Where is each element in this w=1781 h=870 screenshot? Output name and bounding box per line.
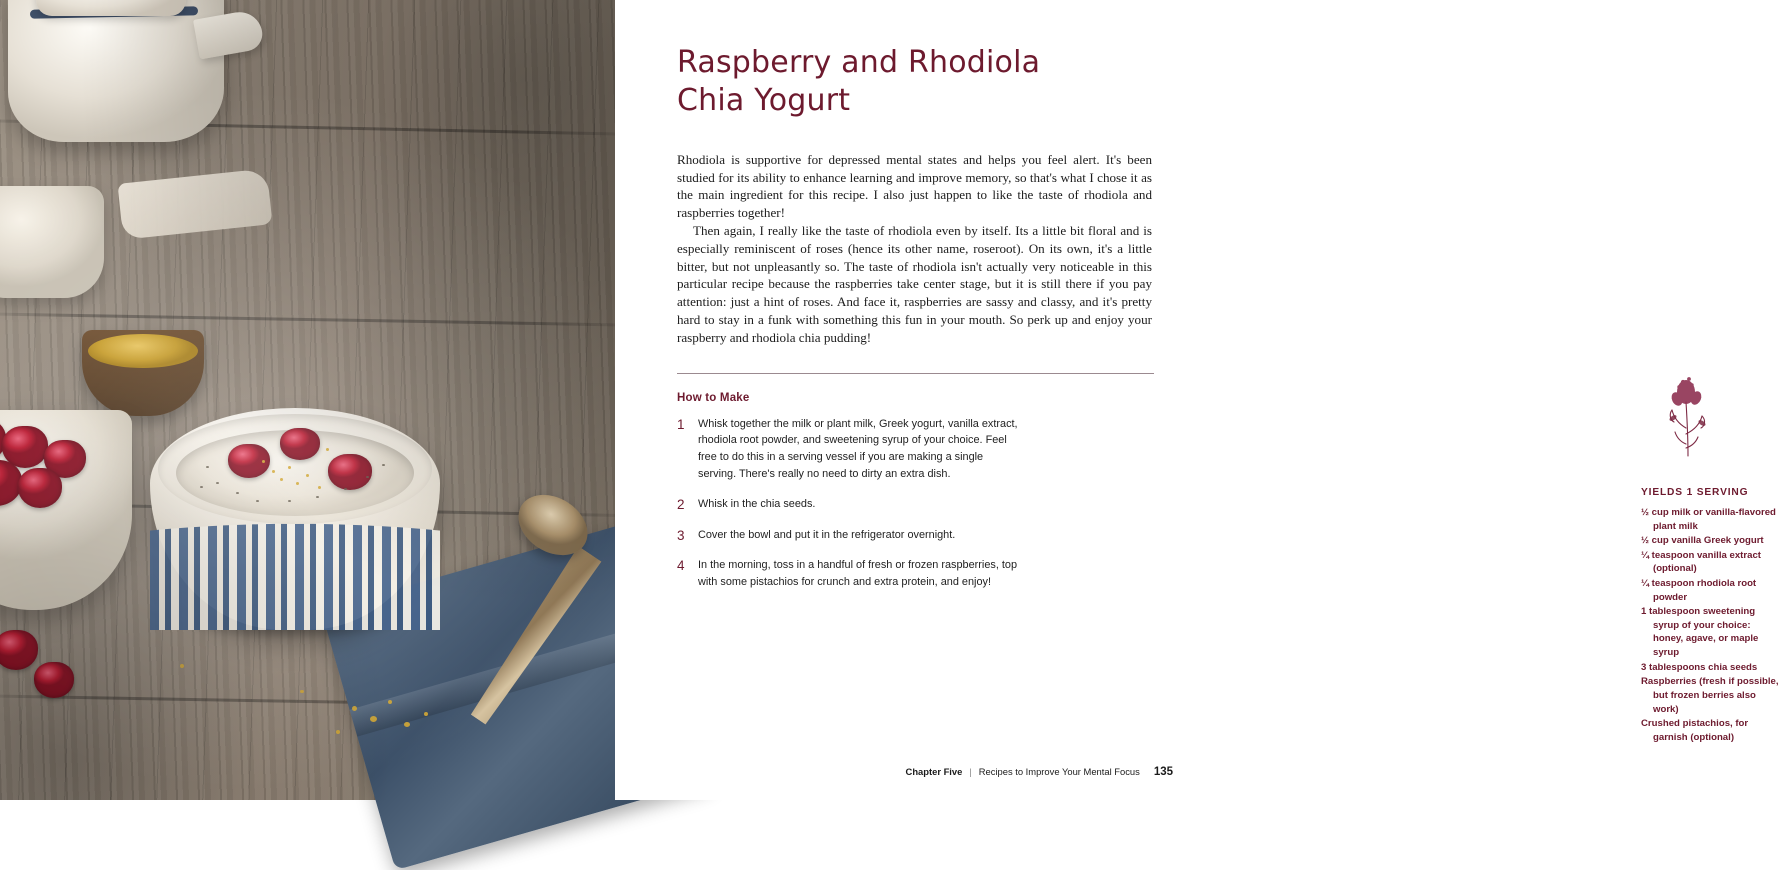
- step-number: 2: [677, 497, 685, 513]
- list-item: Raspberries (fresh if possible, but frozen berries also work): [1641, 676, 1779, 715]
- page-footer: [906, 766, 1173, 778]
- yields-label: YIELDS 1 SERVING: [1641, 487, 1749, 498]
- pollen-crumb: [352, 706, 357, 711]
- rhodiola-sprig-icon: [1657, 372, 1721, 458]
- chia-yogurt-surface: [176, 430, 414, 516]
- list-item: Crushed pistachios, for garnish (optional): [1641, 718, 1749, 743]
- pollen-crumb: [388, 700, 392, 704]
- step-text: Cover the bowl and put it in the refrigerator overnight.: [698, 528, 956, 541]
- pollen-crumb: [180, 664, 184, 668]
- raspberry-icon: [18, 468, 62, 508]
- intro-copy: [677, 151, 1152, 347]
- list-item: [677, 557, 1023, 591]
- raspberry-icon: [34, 662, 74, 698]
- footer-separator: |: [969, 766, 972, 777]
- section-divider: [677, 373, 1154, 374]
- footer-chapter: Chapter Five: [905, 766, 963, 777]
- step-number: 4: [677, 558, 685, 574]
- ingredients-sidebar: [1641, 372, 1781, 745]
- bee-pollen-powder: [88, 334, 198, 368]
- raspberry-icon: [280, 428, 320, 460]
- footer-chapter-title: Recipes to Improve Your Mental Focus: [978, 766, 1140, 777]
- teapot-lid: [36, 0, 186, 16]
- recipe-text-column: [615, 0, 1779, 800]
- step-text: In the morning, toss in a handful of fresh or frozen raspberries, top with some pistachios for crunch and extra protein, and enjoy!: [698, 559, 1018, 589]
- step-number: 3: [677, 527, 685, 543]
- list-item: ½ cup milk or vanilla-flavored plant milk: [1641, 507, 1776, 532]
- how-to-make-heading: How to Make: [677, 391, 750, 404]
- instruction-list: [677, 416, 1023, 591]
- pollen-crumb: [424, 712, 428, 716]
- list-item: ¼ teaspoon rhodiola root powder: [1641, 578, 1757, 603]
- list-item: 3 tablespoons chia seeds: [1641, 661, 1758, 673]
- step-number: 1: [677, 416, 685, 432]
- pollen-crumb: [336, 730, 340, 734]
- list-item: [677, 416, 1023, 484]
- list-item: ¼ teaspoon vanilla extract (optional): [1641, 549, 1761, 575]
- intro-paragraph-2: Then again, I really like the taste of rhodiola even by itself. Its a little bit floral and is especially reminiscent of roses (hence its other name, roseroot). On its own, it's a little bitter, but not unpleasantly so. The taste of rhodiola isn't actually very noticeable in this particular recipe because the raspberries take center stage, but it is still there if you pay attention: just a hint of roses. And face it, raspberries are sassy and classy, and it's pretty hard to stay in a funk with something this fun in your mouth. So perk up and enjoy your raspberry and rhodiola chia pudding!: [677, 222, 1152, 345]
- list-item: 1 tablespoon sweetening syrup of your choice: honey, agave, or maple syrup: [1641, 606, 1759, 659]
- raspberry-icon: [328, 454, 372, 490]
- recipe-photo: [0, 0, 615, 800]
- pollen-crumb: [404, 722, 410, 727]
- list-item: [677, 527, 1023, 545]
- list-item: ½ cup vanilla Greek yogurt: [1641, 535, 1764, 547]
- pollen-crumb: [300, 690, 304, 693]
- intro-paragraph-1: Rhodiola is supportive for depressed mental states and helps you feel alert. It's been studied for its ability to enhance learning and improve memory, so that's what I chose it as the main ingredient for this recipe. I also just happen to like the taste of rhodiola and raspberries together!: [677, 151, 1152, 221]
- page-title: Raspberry and Rhodiola Chia Yogurt: [677, 45, 1041, 119]
- pollen-crumb: [370, 716, 377, 722]
- teapot-body: [8, 0, 224, 142]
- ceramic-cup: [0, 186, 104, 298]
- step-text: Whisk together the milk or plant milk, Greek yogurt, vanilla extract, rhodiola root powder, and sweetening syrup of your choice. Feel free to do this in a serving vessel if you are making a single serving. There's really no need to dirty an extra dish.: [698, 417, 1018, 481]
- step-text: Whisk in the chia seeds.: [698, 498, 816, 511]
- ingredient-list: [1641, 506, 1781, 744]
- bowl-icon: [150, 408, 440, 630]
- bowl-blue-pattern: [150, 512, 440, 630]
- list-item: [677, 496, 1023, 514]
- page-number: 135: [1153, 766, 1173, 778]
